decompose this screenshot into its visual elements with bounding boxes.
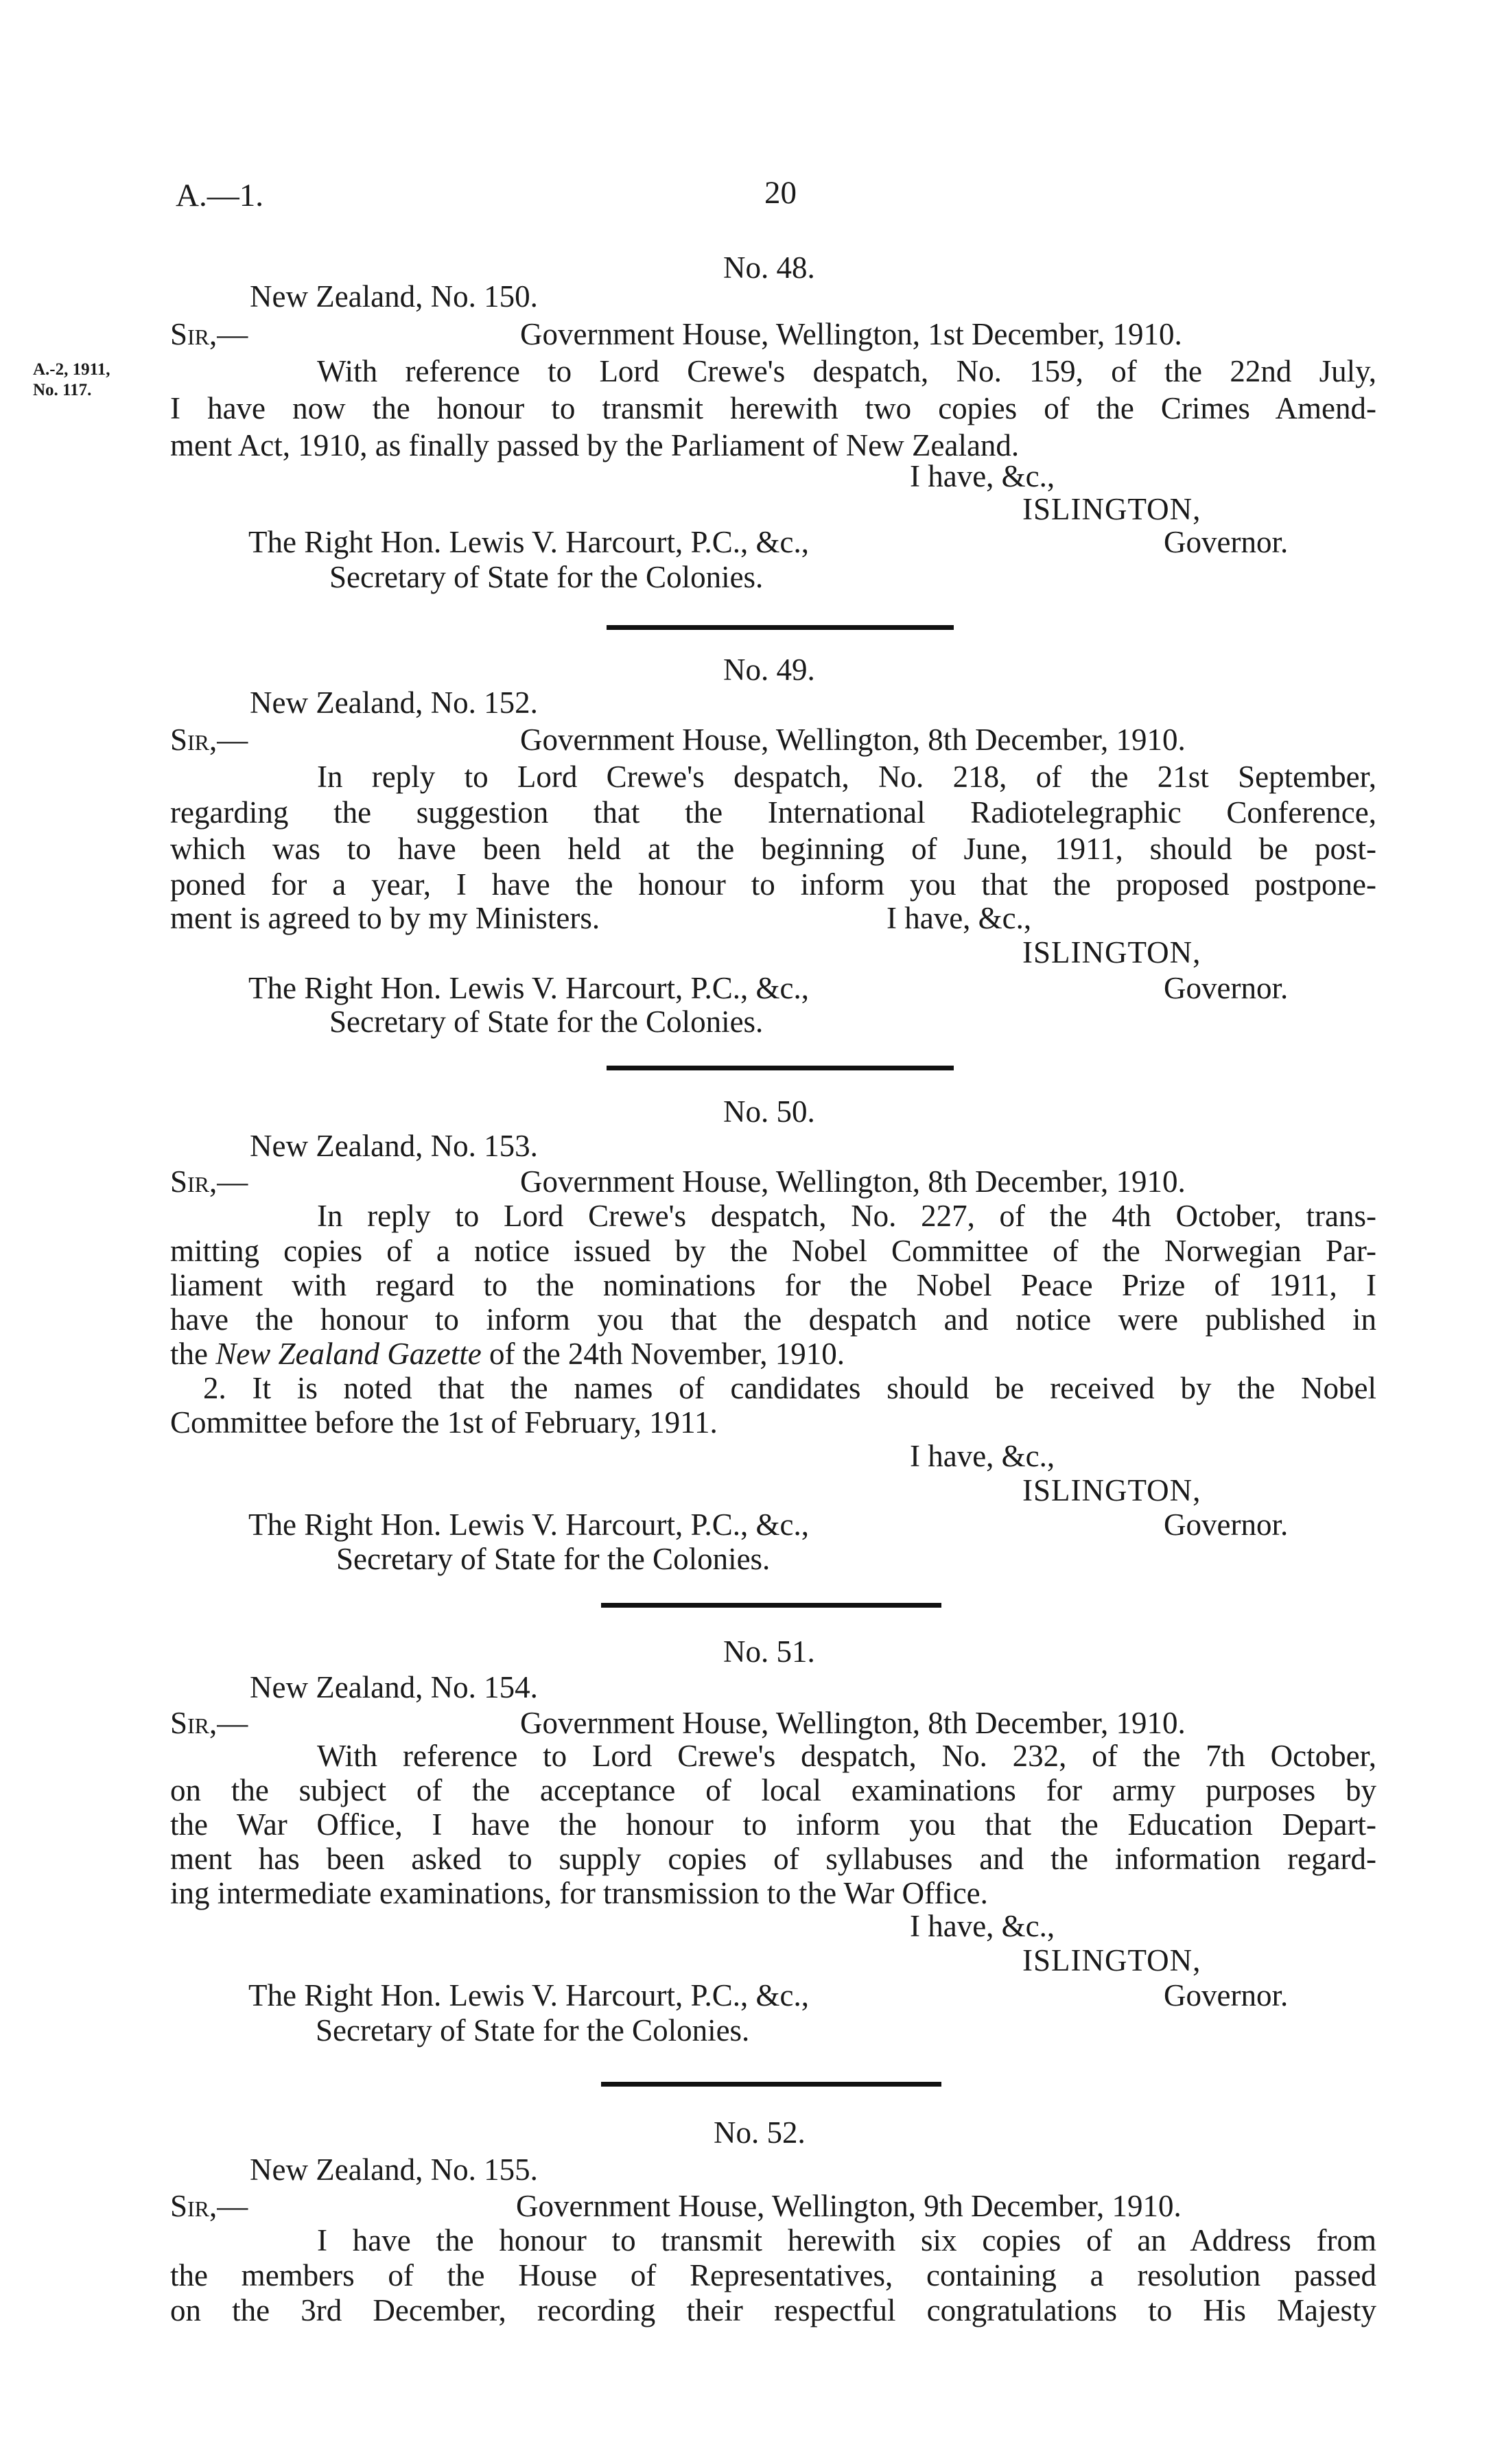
- body-line: With reference to Lord Crewe's despatch, No. 159, of the 22nd July,: [317, 354, 1376, 388]
- body-line: regarding the suggestion that the International Radiotelegraphic Conference,: [170, 795, 1376, 830]
- nz-despatch-number: New Zealand, No. 154.: [250, 1670, 538, 1704]
- margin-reference-line-2: No. 117.: [33, 381, 92, 399]
- body-line: on the subject of the acceptance of local examinations for army purposes by: [170, 1773, 1376, 1807]
- body-line: In reply to Lord Crewe's despatch, No. 218, of the 21st September,: [317, 760, 1376, 794]
- nz-despatch-number: New Zealand, No. 155.: [250, 2152, 538, 2187]
- nz-despatch-number: New Zealand, No. 152.: [250, 685, 538, 720]
- closing: I have, &c.,: [910, 459, 1055, 493]
- governor-title: Governor.: [1164, 525, 1289, 559]
- letter-number: No. 49.: [723, 653, 815, 687]
- place-date: Government House, Wellington, 8th December, 1910.: [520, 723, 1186, 757]
- body-line: mitting copies of a notice issued by the Nobel Committee of the Norwegian Par-: [170, 1234, 1376, 1268]
- closing: I have, &c.,: [910, 1439, 1055, 1473]
- section-divider: [601, 1603, 941, 1608]
- section-divider: [607, 625, 954, 630]
- addressee-office: Secretary of State for the Colonies.: [329, 560, 764, 594]
- body-line: I have the honour to transmit herewith six copies of an Address from: [317, 2223, 1376, 2257]
- body-line: liament with regard to the nominations for the Nobel Peace Prize of 1911, I: [170, 1268, 1376, 1302]
- governor-title: Governor.: [1164, 971, 1289, 1005]
- addressee: The Right Hon. Lewis V. Harcourt, P.C., &c.,: [248, 1507, 810, 1542]
- body-line: on the 3rd December, recording their respectful congratulations to His Majesty: [170, 2293, 1376, 2327]
- body-line: I have now the honour to transmit herewith two copies of the Crimes Amend-: [170, 391, 1376, 425]
- nz-despatch-number: New Zealand, No. 150.: [250, 279, 538, 314]
- body-line: ing intermediate examinations, for transmission to the War Office.: [170, 1876, 988, 1910]
- governor-title: Governor.: [1164, 1978, 1289, 2013]
- body-line: 2. It is noted that the names of candidates should be received by the Nobel: [203, 1371, 1376, 1405]
- addressee: The Right Hon. Lewis V. Harcourt, P.C., &c.,: [248, 525, 810, 559]
- body-line: With reference to Lord Crewe's despatch, No. 232, of the 7th October,: [317, 1739, 1376, 1773]
- body-line: Committee before the 1st of February, 1911.: [170, 1405, 718, 1440]
- body-text: of the 24th November, 1910.: [481, 1337, 845, 1371]
- salutation: Sir,—: [170, 1164, 248, 1199]
- margin-reference: [33, 360, 110, 401]
- body-line: which was to have been held at the beginning of June, 1911, should be post-: [170, 832, 1376, 866]
- place-date: Government House, Wellington, 8th December, 1910.: [520, 1164, 1186, 1199]
- salutation: Sir,—: [170, 317, 248, 351]
- place-date: Government House, Wellington, 8th December, 1910.: [520, 1706, 1186, 1740]
- letter-number: No. 51.: [723, 1634, 815, 1669]
- body-line: In reply to Lord Crewe's despatch, No. 227, of the 4th October, trans-: [317, 1199, 1376, 1233]
- letter-number: No. 48.: [723, 250, 815, 285]
- section-divider: [607, 1066, 954, 1070]
- body-line: ment Act, 1910, as finally passed by the Parliament of New Zealand.: [170, 428, 1020, 462]
- body-text: the: [170, 1337, 216, 1371]
- place-date: Government House, Wellington, 1st December, 1910.: [520, 317, 1182, 351]
- section-divider: [601, 2082, 941, 2087]
- body-line: ment has been asked to supply copies of syllabuses and the information regard-: [170, 1842, 1376, 1876]
- body-line: the War Office, I have the honour to inform you that the Education Depart-: [170, 1807, 1376, 1842]
- body-line: [170, 1339, 845, 1370]
- salutation: Sir,—: [170, 2189, 248, 2223]
- nz-despatch-number: New Zealand, No. 153.: [250, 1129, 538, 1163]
- body-line: have the honour to inform you that the despatch and notice were published in: [170, 1302, 1376, 1337]
- closing: I have, &c.,: [910, 1909, 1055, 1943]
- body-line: the members of the House of Representatives, containing a resolution passed: [170, 2258, 1376, 2292]
- closing: I have, &c.,: [887, 901, 1032, 935]
- margin-reference-line-1: A.-2, 1911,: [33, 360, 110, 379]
- signature: ISLINGTON,: [1022, 492, 1201, 526]
- addressee: The Right Hon. Lewis V. Harcourt, P.C., &c.,: [248, 1978, 810, 2013]
- signature: ISLINGTON,: [1022, 935, 1201, 970]
- gazette-title: New Zealand Gazette: [215, 1337, 482, 1371]
- letter-number: No. 52.: [714, 2115, 806, 2150]
- addressee-office: Secretary of State for the Colonies.: [316, 2013, 750, 2048]
- addressee-office: Secretary of State for the Colonies.: [329, 1005, 764, 1039]
- body-line: ment is agreed to by my Ministers.: [170, 901, 600, 935]
- body-line: poned for a year, I have the honour to inform you that the proposed postpone-: [170, 867, 1376, 902]
- letter-number: No. 50.: [723, 1094, 815, 1129]
- document-reference: A.—1.: [176, 178, 263, 213]
- place-date: Government House, Wellington, 9th December, 1910.: [516, 2189, 1182, 2223]
- governor-title: Governor.: [1164, 1507, 1289, 1542]
- addressee-office: Secretary of State for the Colonies.: [336, 1542, 771, 1576]
- salutation: Sir,—: [170, 1706, 248, 1740]
- addressee: The Right Hon. Lewis V. Harcourt, P.C., &c.,: [248, 971, 810, 1005]
- signature: ISLINGTON,: [1022, 1943, 1201, 1978]
- signature: ISLINGTON,: [1022, 1473, 1201, 1507]
- salutation: Sir,—: [170, 723, 248, 757]
- page-number: 20: [764, 175, 797, 211]
